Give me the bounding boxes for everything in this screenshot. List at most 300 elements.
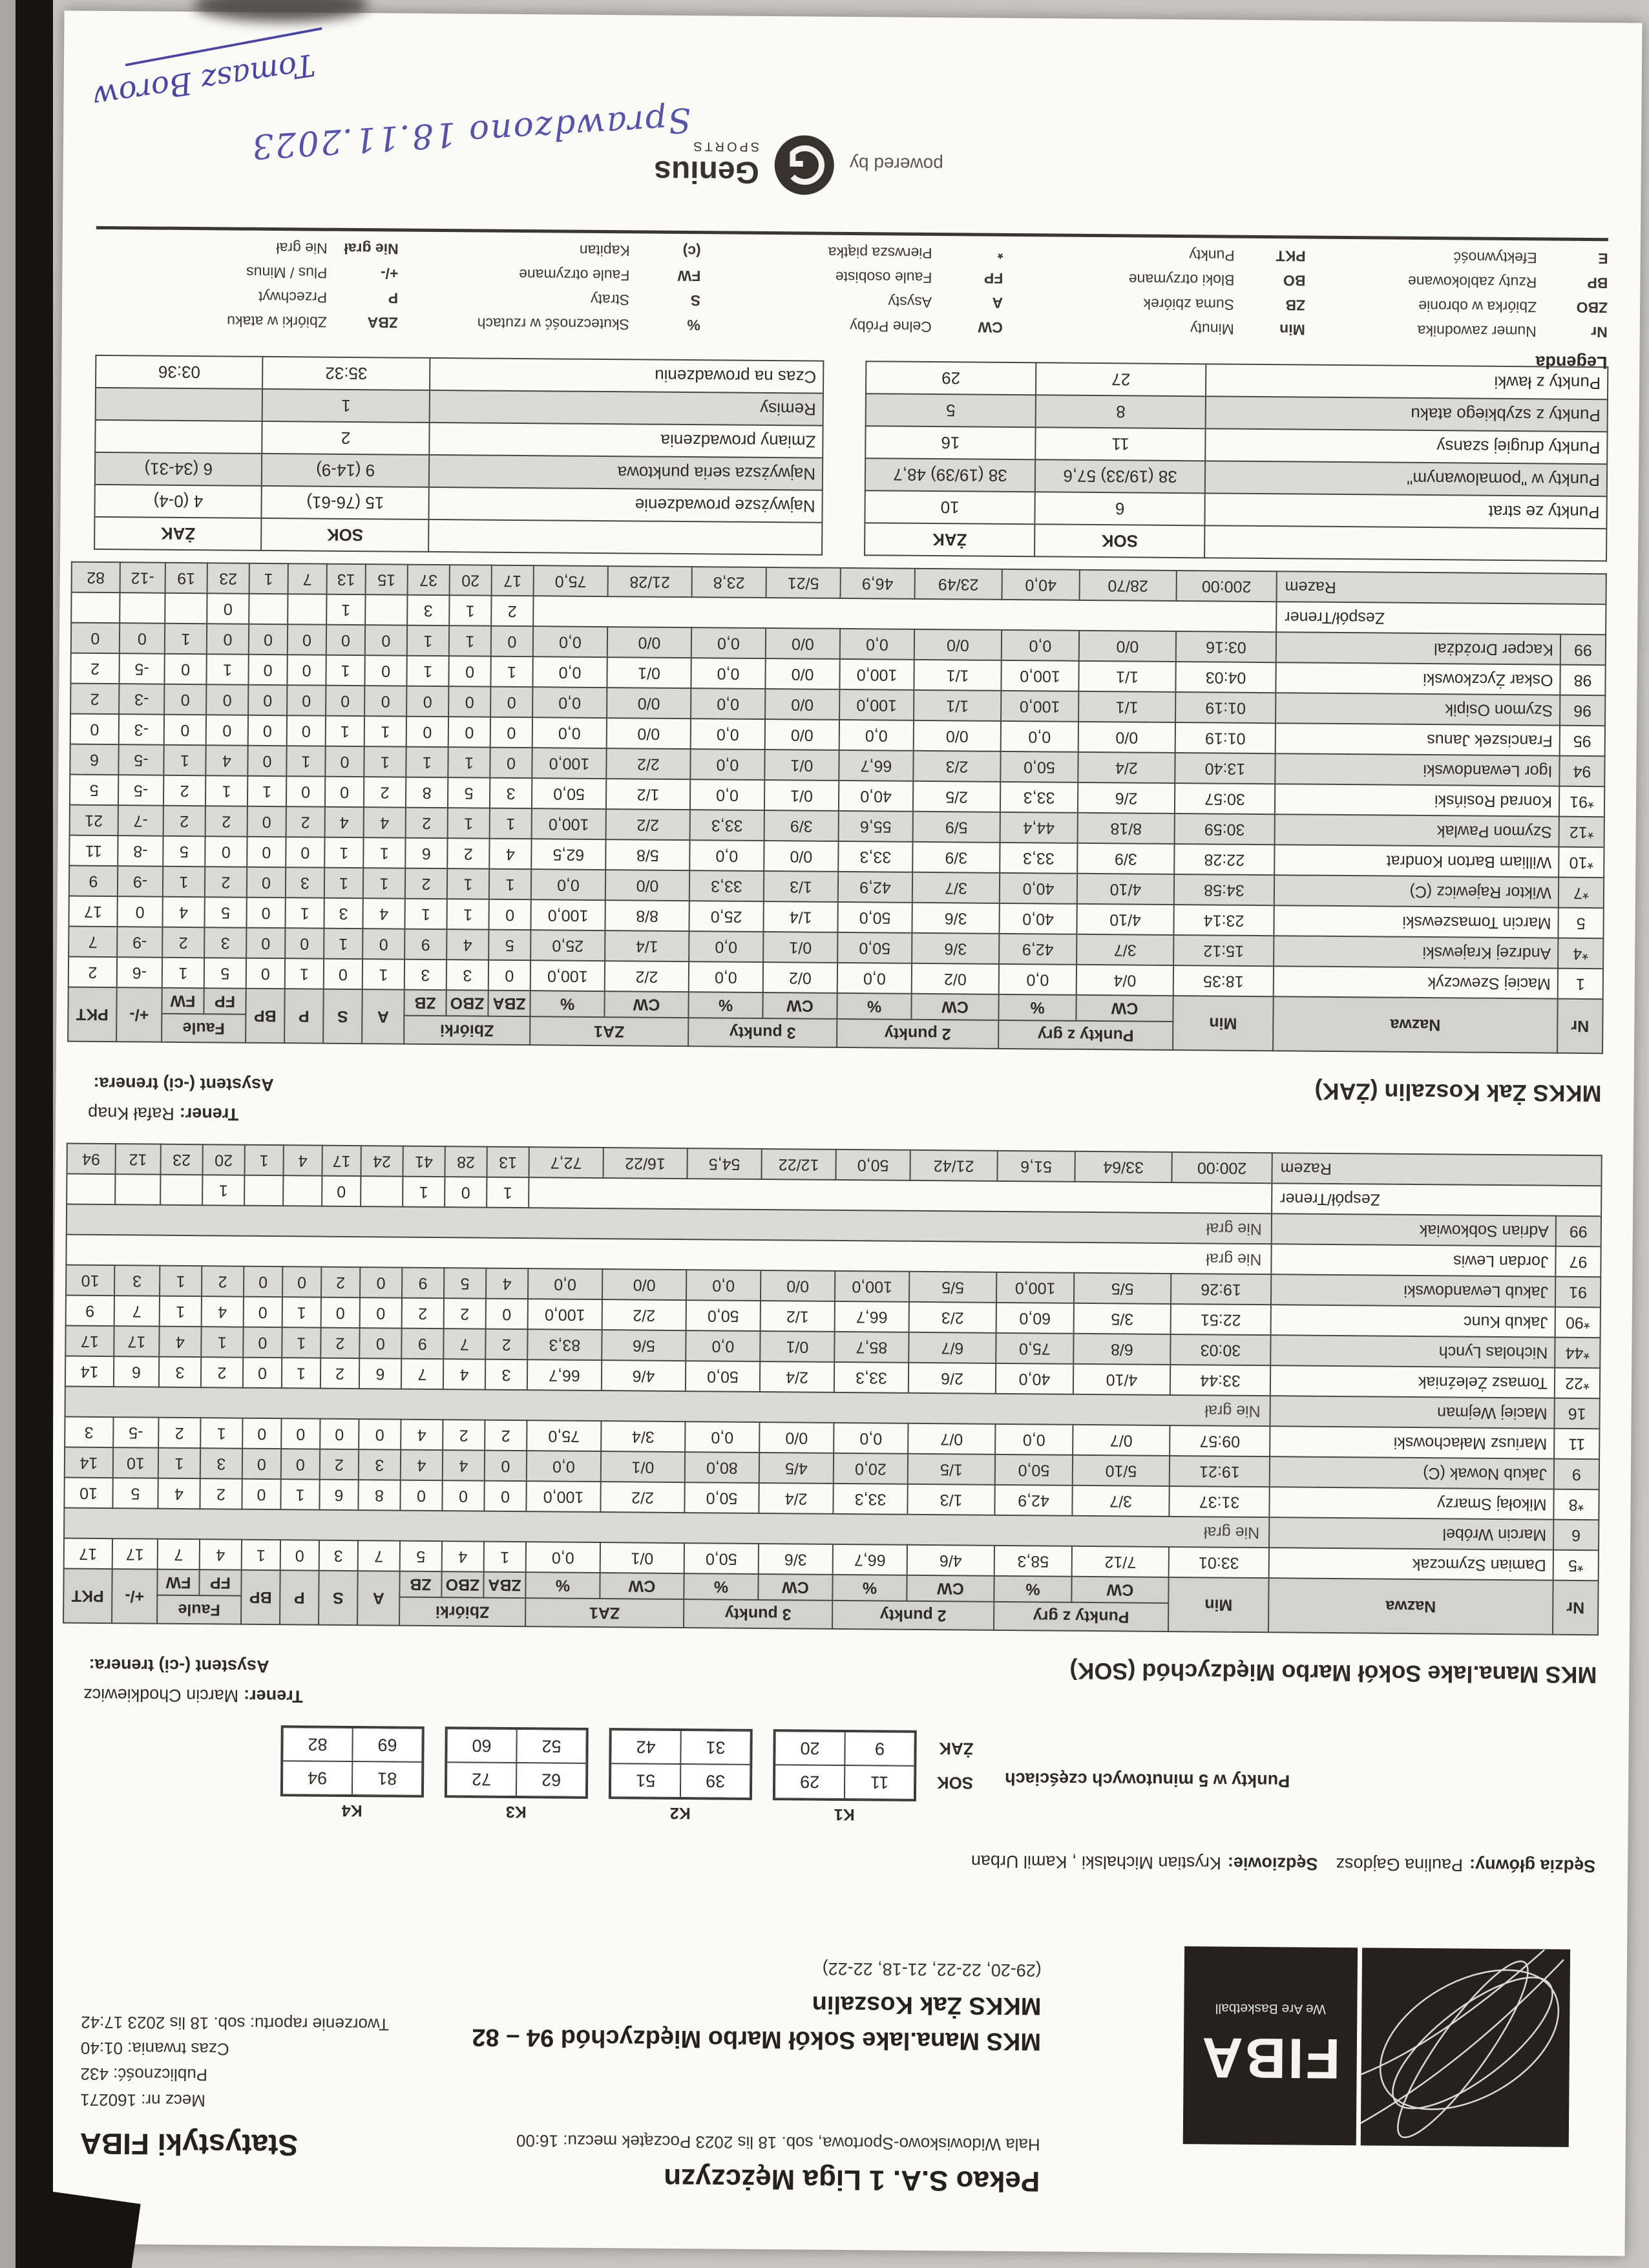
stat-cell: 200:00 bbox=[1171, 1152, 1272, 1183]
stat-cell: 2 bbox=[205, 866, 247, 898]
stat-cell: 2 bbox=[158, 1418, 200, 1449]
stat-cell: 8/18 bbox=[1078, 813, 1175, 844]
quarter-box bbox=[773, 1729, 917, 1801]
stat-cell: 1 bbox=[326, 716, 364, 746]
home-team-score: MKS Mana.lake Sokół Marbo Międzychód 94 – 82 bbox=[472, 2023, 1042, 2055]
player-number: 11 bbox=[1554, 1429, 1599, 1460]
stat-cell: 3 bbox=[159, 1357, 201, 1388]
coach-label: Trener: bbox=[179, 1104, 239, 1124]
zak-stats-table bbox=[67, 562, 1607, 1055]
stat-cell: 3 bbox=[404, 960, 446, 991]
stat-cell: 75,0 bbox=[996, 1333, 1073, 1364]
stat-cell: 0 bbox=[406, 717, 448, 748]
stat-cell: 42,9 bbox=[838, 872, 912, 903]
stat-cell: 33,3 bbox=[1000, 782, 1078, 813]
stat-cell: 15:12 bbox=[1173, 935, 1274, 966]
summary-value-zak: 03:36 bbox=[96, 355, 263, 389]
summary-header-row bbox=[865, 523, 1606, 561]
stat-cell: 2 bbox=[70, 653, 119, 684]
stat-cell: 5/8 bbox=[605, 839, 689, 870]
stat-cell: 7 bbox=[114, 1296, 160, 1327]
fiba-text: FIBA bbox=[1199, 2026, 1341, 2092]
report-created: Tworzenie raportu: sob. 18 lis 2023 17:42 bbox=[81, 2012, 390, 2035]
stat-cell: 2/4 bbox=[760, 1361, 834, 1392]
stat-cell: 0 bbox=[247, 746, 286, 776]
split-value: 20 bbox=[775, 1731, 845, 1765]
fiba-report bbox=[47, 10, 1642, 2256]
stat-cell: 0,0 bbox=[840, 629, 914, 660]
stat-cell: 4 bbox=[443, 1450, 485, 1481]
stat-cell: 3 bbox=[485, 1360, 527, 1391]
stat-cell: 33,3 bbox=[833, 1484, 907, 1515]
column-subheader: CW bbox=[907, 1575, 994, 1602]
player-number: *22 bbox=[1555, 1368, 1600, 1399]
stat-cell: 0 bbox=[247, 806, 286, 837]
sok-stats-table bbox=[63, 1143, 1602, 1636]
legend-entry bbox=[700, 316, 1003, 336]
stat-cell: 3 bbox=[359, 1449, 401, 1480]
stat-cell: 31:37 bbox=[1169, 1486, 1269, 1517]
player-number: *5 bbox=[1553, 1550, 1599, 1581]
column-subheader: CW bbox=[758, 1574, 832, 1601]
stat-cell: 20 bbox=[449, 565, 491, 596]
stat-cell: 0 bbox=[246, 958, 285, 989]
stat-cell: 14 bbox=[65, 1356, 114, 1387]
stat-cell: 0/0 bbox=[605, 870, 689, 901]
legend-entry bbox=[96, 311, 398, 331]
split-value: 81 bbox=[352, 1761, 422, 1796]
column-subheader: % bbox=[837, 993, 911, 1020]
stat-cell: 1 bbox=[165, 624, 207, 655]
legend-abbr: CW bbox=[978, 319, 1003, 336]
legend-abbr: BP bbox=[1587, 274, 1608, 292]
player-name: Kacper Drożdżal bbox=[1276, 632, 1560, 664]
stat-cell: 0 bbox=[362, 929, 404, 960]
column-subheader: % bbox=[998, 994, 1076, 1021]
stat-cell: 2 bbox=[286, 806, 325, 837]
column-subheader: % bbox=[530, 991, 604, 1017]
legend-description: Nie grał bbox=[276, 240, 328, 257]
stat-cell: 1 bbox=[407, 625, 449, 656]
legend-description: Przechwyt bbox=[258, 288, 328, 306]
player-number: 94 bbox=[1559, 756, 1604, 787]
stat-cell: 0 bbox=[288, 624, 326, 655]
split-value: 62 bbox=[516, 1763, 586, 1797]
legend-abbr: Nie grał bbox=[344, 240, 399, 258]
stat-cell: 01:19 bbox=[1175, 692, 1276, 723]
stat-cell: 0,0 bbox=[995, 1424, 1073, 1455]
stat-cell: 2/5 bbox=[913, 781, 1000, 812]
stat-cell: 1/4 bbox=[605, 930, 689, 961]
player-name: Jakub Nowak (C) bbox=[1270, 1456, 1554, 1489]
stat-cell: 0 bbox=[248, 685, 287, 715]
blank-cell bbox=[529, 1177, 1272, 1213]
stat-cell bbox=[165, 593, 207, 624]
stat-cell: 2 bbox=[163, 806, 205, 837]
stat-cell: 0/7 bbox=[1073, 1425, 1170, 1456]
stat-cell: 4 bbox=[158, 1478, 200, 1509]
legend-abbr: S bbox=[690, 292, 701, 310]
stat-cell: -8 bbox=[118, 835, 163, 866]
stat-cell: 0 bbox=[484, 1481, 526, 1512]
stat-cell: 13 bbox=[326, 564, 365, 594]
stat-cell: 0 bbox=[442, 1480, 484, 1511]
split-value: 42 bbox=[611, 1730, 680, 1764]
legend-description: Faule otrzymane bbox=[519, 266, 630, 284]
stat-cell: 23 bbox=[207, 563, 249, 594]
stat-cell: 8 bbox=[358, 1480, 400, 1511]
genius-text: Genius bbox=[654, 154, 760, 189]
stat-cell: 4/10 bbox=[1077, 874, 1174, 905]
k-label: K2 bbox=[669, 1803, 691, 1823]
stat-cell: 0 bbox=[325, 746, 364, 777]
summary-row bbox=[95, 452, 823, 490]
stat-cell: 0,0 bbox=[527, 1451, 601, 1482]
summary-value-sok: 2 bbox=[262, 421, 430, 455]
stat-cell: 30:59 bbox=[1175, 814, 1275, 845]
column-header: +/- bbox=[116, 987, 162, 1042]
referees-line bbox=[953, 1851, 1596, 1876]
stat-cell: 80,0 bbox=[685, 1452, 759, 1483]
stat-cell: 0 bbox=[282, 1266, 321, 1297]
stat-cell: 50,0 bbox=[686, 1300, 761, 1331]
did-not-play: Nie grał bbox=[65, 1387, 1270, 1427]
stat-cell: 5/21 bbox=[766, 567, 840, 598]
stat-cell: 0,0 bbox=[531, 869, 605, 900]
stat-cell bbox=[71, 593, 120, 624]
summary-row bbox=[865, 490, 1606, 529]
genius-footer bbox=[654, 130, 943, 198]
stat-cell: 100,0 bbox=[835, 1271, 909, 1302]
stat-cell: 21/42 bbox=[910, 1150, 997, 1181]
stat-cell: 2/2 bbox=[602, 1299, 686, 1330]
stat-cell: 0 bbox=[324, 959, 362, 989]
legend-description: Pierwsza piątka bbox=[828, 244, 932, 262]
stat-cell: 1 bbox=[285, 958, 324, 989]
stat-cell: 40,0 bbox=[839, 781, 913, 812]
player-number: *44 bbox=[1555, 1338, 1600, 1369]
legend-entry bbox=[1305, 297, 1608, 317]
column-header: Min bbox=[1173, 996, 1274, 1051]
stat-cell: 1 bbox=[282, 1327, 320, 1358]
league-title: Pekao S.A. 1 Liga Mężczyzn bbox=[664, 2162, 1040, 2198]
stat-cell: 0 bbox=[205, 836, 247, 867]
stat-cell: 3 bbox=[200, 1448, 242, 1479]
stat-cell: 7 bbox=[288, 563, 326, 594]
stat-cell: 5/5 bbox=[1074, 1273, 1171, 1304]
summary-label: Najwyższe prowadzenie bbox=[428, 487, 822, 523]
summary-value-zak: 38 (19/39) 48,7 bbox=[865, 458, 1035, 492]
stat-cell: 0,0 bbox=[691, 719, 765, 750]
stat-cell: 4 bbox=[162, 897, 204, 928]
stat-cell: 0 bbox=[207, 593, 249, 624]
stat-cell: 6 bbox=[319, 1480, 358, 1510]
stat-cell: 3 bbox=[65, 1417, 113, 1448]
venue-line: Hala Widowiskowo-Sportowa, sob. 18 lis 2023 Początek meczu: 16:00 bbox=[516, 2131, 1040, 2155]
player-name: Tomasz Żeleźniak bbox=[1270, 1365, 1555, 1398]
stat-cell: 5/5 bbox=[909, 1272, 996, 1303]
legend-abbr: +/- bbox=[380, 265, 399, 282]
stat-cell: 0/0 bbox=[914, 629, 1002, 660]
stat-cell: 50,0 bbox=[684, 1543, 759, 1574]
stat-cell: 4/5 bbox=[759, 1453, 834, 1484]
stat-cell: 0,0 bbox=[691, 658, 765, 689]
stat-cell: -9 bbox=[117, 927, 162, 958]
fiba-tagline: We Are Basketball bbox=[1215, 2000, 1327, 2017]
stat-cell: 0 bbox=[248, 715, 287, 746]
stat-cell: 1 bbox=[404, 899, 446, 930]
stat-cell: 0 bbox=[286, 837, 324, 867]
legend-entry bbox=[1003, 245, 1306, 265]
stat-cell: 0,0 bbox=[691, 627, 766, 658]
player-number: 96 bbox=[1560, 695, 1605, 726]
coach-name: Marcin Chodkiewicz bbox=[83, 1685, 239, 1706]
stat-cell: 2 bbox=[405, 868, 447, 899]
stat-cell: 2 bbox=[321, 1267, 360, 1297]
stat-cell: 1 bbox=[324, 837, 363, 868]
stat-cell: 0/0 bbox=[764, 841, 838, 872]
team-zak-coach-block bbox=[88, 1068, 274, 1129]
stat-cell: 1 bbox=[448, 747, 490, 778]
stat-cell: 2/2 bbox=[606, 809, 690, 840]
stat-cell: 0 bbox=[359, 1419, 401, 1450]
summary-table-left bbox=[864, 361, 1608, 562]
column-group-header: ZA1 bbox=[530, 1016, 688, 1046]
stat-cell: 100,0 bbox=[530, 960, 605, 991]
did-not-play: Nie grał bbox=[67, 1204, 1272, 1244]
summary-value-sok: 8 bbox=[1036, 395, 1206, 428]
legend-title: Legenda bbox=[1535, 352, 1608, 373]
stat-cell: 34:58 bbox=[1174, 874, 1274, 905]
legend-description: Celne Próby bbox=[850, 318, 932, 336]
stat-cell: 0,0 bbox=[686, 1270, 761, 1301]
legend-abbr: ZBO bbox=[1576, 299, 1608, 317]
stat-cell: 0/4 bbox=[1077, 965, 1173, 996]
stat-cell: 0,0 bbox=[685, 1422, 759, 1453]
quarter-box bbox=[445, 1727, 589, 1799]
stat-cell: 20 bbox=[202, 1144, 244, 1175]
summary-row bbox=[865, 426, 1607, 464]
player-number: 9 bbox=[1554, 1459, 1599, 1490]
stat-cell: 2 bbox=[202, 1266, 244, 1297]
legend-abbr: (c) bbox=[682, 242, 701, 260]
stat-cell: 0 bbox=[243, 1358, 282, 1388]
column-subheader: CW bbox=[911, 994, 998, 1020]
stat-cell: 10 bbox=[113, 1447, 158, 1478]
stat-cell: 50,0 bbox=[686, 1361, 760, 1392]
stat-cell: 5/10 bbox=[1073, 1455, 1170, 1486]
stat-cell: -9 bbox=[118, 866, 163, 897]
legend-entry bbox=[700, 291, 1003, 311]
column-header: A bbox=[362, 989, 404, 1044]
stat-cell: 12 bbox=[115, 1144, 160, 1175]
legend-abbr: Nr bbox=[1591, 324, 1608, 341]
stat-cell: 0 bbox=[242, 1479, 280, 1509]
player-number: *12 bbox=[1559, 817, 1604, 848]
stat-cell bbox=[115, 1174, 160, 1205]
fiba-logo bbox=[1183, 1946, 1570, 2147]
player-name: Maciej Wejman bbox=[1270, 1396, 1554, 1428]
stat-cell: 0 bbox=[365, 625, 407, 656]
stat-cell: 0,0 bbox=[526, 1542, 600, 1573]
stat-cell: 33:44 bbox=[1170, 1365, 1270, 1396]
player-name: Maciej Szewczyk bbox=[1274, 966, 1558, 998]
stat-cell: 0,0 bbox=[532, 717, 607, 748]
stat-cell: -12 bbox=[120, 562, 165, 593]
stat-cell: 1/5 bbox=[908, 1454, 995, 1485]
stat-cell: 0 bbox=[448, 686, 490, 717]
stat-cell: 3 bbox=[286, 867, 324, 898]
stat-cell: 33:01 bbox=[1169, 1547, 1269, 1578]
stat-cell: 1 bbox=[162, 958, 204, 989]
stat-cell: 0 bbox=[246, 928, 285, 958]
stat-cell: 6 bbox=[359, 1358, 401, 1389]
summary-label: Zmiany prowadzenia bbox=[429, 423, 823, 458]
stat-cell: 3/7 bbox=[912, 872, 1000, 903]
stat-cell: 33,3 bbox=[834, 1362, 909, 1393]
stat-cell: 100,0 bbox=[839, 659, 914, 690]
stat-cell: 1 bbox=[490, 808, 532, 839]
stat-cell: 09:57 bbox=[1170, 1425, 1270, 1456]
stat-cell: 0,0 bbox=[689, 961, 763, 992]
stat-cell: 2/3 bbox=[909, 1302, 996, 1333]
stat-cell: 15 bbox=[365, 564, 407, 595]
stat-cell: 7 bbox=[443, 1328, 485, 1360]
summary-label: Punkty ze strat bbox=[1205, 493, 1607, 529]
stat-cell: 7 bbox=[158, 1539, 200, 1570]
away-team-name: MKKS Żak Koszalin bbox=[812, 1990, 1042, 2020]
k-labels-row bbox=[280, 1800, 916, 1824]
stat-cell: -3 bbox=[119, 714, 164, 745]
stat-cell: 0 bbox=[70, 714, 119, 745]
stat-cell: 1 bbox=[160, 1266, 202, 1297]
player-number: 5 bbox=[1558, 908, 1603, 939]
powered-by-text: powered by bbox=[849, 154, 943, 175]
five-minute-boxes bbox=[280, 1725, 974, 1801]
stat-cell: 0 bbox=[244, 1297, 282, 1327]
stat-cell: 7/12 bbox=[1072, 1546, 1169, 1577]
player-number: *10 bbox=[1559, 847, 1604, 878]
side-label: ŻAK bbox=[938, 1739, 974, 1759]
stat-cell: 2 bbox=[205, 806, 247, 837]
stat-cell: 0,0 bbox=[686, 1330, 760, 1361]
stat-cell: 9 bbox=[402, 1268, 444, 1299]
stat-cell: 0/0 bbox=[765, 719, 839, 750]
stat-cell: 1/1 bbox=[914, 660, 1001, 691]
stat-cell: 1/1 bbox=[914, 690, 1001, 721]
stat-cell: 01:19 bbox=[1175, 722, 1276, 753]
column-header: A bbox=[357, 1571, 400, 1626]
column-group-header: Zbiórki bbox=[399, 1597, 525, 1627]
split-value: 29 bbox=[775, 1765, 845, 1799]
stat-cell: 1/4 bbox=[763, 901, 837, 932]
legend-abbr: ZB bbox=[1285, 297, 1306, 314]
stat-cell: 40,0 bbox=[996, 1363, 1073, 1394]
stat-cell: 30:03 bbox=[1170, 1334, 1270, 1365]
stat-cell: -5 bbox=[119, 653, 164, 684]
summary-value-sok: 9 (14-9) bbox=[262, 454, 429, 487]
stat-cell: 1 bbox=[285, 898, 324, 928]
legend-description: Zbiórki w ataku bbox=[227, 313, 327, 331]
stat-cell: 2 bbox=[447, 838, 489, 869]
stat-cell: 0,0 bbox=[690, 749, 764, 780]
stat-cell: 1 bbox=[206, 654, 248, 685]
team-row-label: Zespół/Trener bbox=[1276, 602, 1606, 635]
legend-description: Skuteczność w rzutach bbox=[477, 315, 629, 333]
stat-cell: 0 bbox=[247, 837, 286, 867]
stat-cell: 82 bbox=[71, 562, 120, 593]
stat-cell: 4 bbox=[283, 1145, 322, 1175]
stat-cell: 9 bbox=[66, 1296, 114, 1327]
stat-cell: 6 bbox=[114, 1356, 159, 1387]
stat-cell: 0,0 bbox=[834, 1423, 908, 1454]
stat-cell: 2 bbox=[163, 775, 205, 806]
column-header: BP bbox=[241, 1570, 280, 1624]
stat-cell: 1 bbox=[249, 563, 288, 594]
stat-cell: 0/0 bbox=[607, 627, 691, 658]
summary-value-zak bbox=[95, 420, 262, 454]
column-subheader: % bbox=[684, 1573, 758, 1600]
column-subheader: ZBO bbox=[446, 990, 488, 1016]
stat-cell: 54,5 bbox=[687, 1148, 761, 1179]
column-subheader: ZB bbox=[404, 990, 446, 1016]
stat-cell: 1/1 bbox=[1078, 661, 1175, 692]
stat-cell: 5 bbox=[70, 775, 118, 806]
stat-cell: 0/1 bbox=[760, 1331, 834, 1362]
summary-label: Punkty drugiej szansy bbox=[1205, 428, 1607, 464]
stat-cell: -7 bbox=[118, 805, 163, 836]
legend-entry bbox=[1003, 319, 1305, 339]
team-zak-name: MKKS Żak Koszalin (ŻAK) bbox=[1314, 1078, 1602, 1108]
stat-cell: 22:51 bbox=[1171, 1304, 1271, 1335]
stat-cell bbox=[361, 1176, 403, 1207]
referees-names: Krystian Michalski , Kamil Urban bbox=[971, 1851, 1222, 1873]
paper-sheet bbox=[47, 10, 1642, 2256]
stat-cell: 1 bbox=[490, 656, 532, 688]
column-subheader: ZBA bbox=[483, 1572, 525, 1599]
stat-cell: 0 bbox=[243, 1327, 282, 1358]
legend-entry bbox=[1305, 321, 1608, 341]
stat-cell: 5 bbox=[204, 958, 246, 989]
column-subheader: FP bbox=[199, 1570, 241, 1596]
stat-cell: 2/4 bbox=[759, 1483, 833, 1514]
summary-value-zak: 5 bbox=[866, 394, 1036, 427]
column-header: P bbox=[284, 989, 324, 1043]
stat-cell: 2 bbox=[444, 1298, 486, 1329]
stat-cell: 1 bbox=[363, 868, 405, 899]
stat-cell: 0 bbox=[490, 687, 532, 718]
stat-cell: 0 bbox=[360, 1267, 402, 1298]
player-name: Adrian Sobkowiak bbox=[1272, 1213, 1556, 1246]
player-name: Andrzej Krajewski bbox=[1274, 936, 1558, 968]
summary-value-zak: 16 bbox=[865, 426, 1035, 459]
legend-entry bbox=[399, 240, 701, 260]
legend-description: Asysty bbox=[888, 293, 932, 311]
k-label: K3 bbox=[505, 1802, 527, 1822]
stat-cell: 3 bbox=[114, 1265, 160, 1296]
k-label: K4 bbox=[341, 1801, 362, 1820]
stat-cell: 0,0 bbox=[1001, 721, 1078, 752]
column-subheader: % bbox=[525, 1572, 600, 1599]
box-groups bbox=[280, 1725, 917, 1801]
summary-team-header: SOK bbox=[1035, 524, 1204, 558]
column-subheader: ZBO bbox=[441, 1571, 483, 1598]
stat-cell: 0,0 bbox=[1002, 630, 1079, 661]
stat-cell: 0 bbox=[242, 1449, 281, 1479]
stat-cell: 4 bbox=[442, 1541, 484, 1572]
legend-abbr: % bbox=[687, 317, 700, 334]
stat-cell: 0 bbox=[287, 685, 326, 715]
